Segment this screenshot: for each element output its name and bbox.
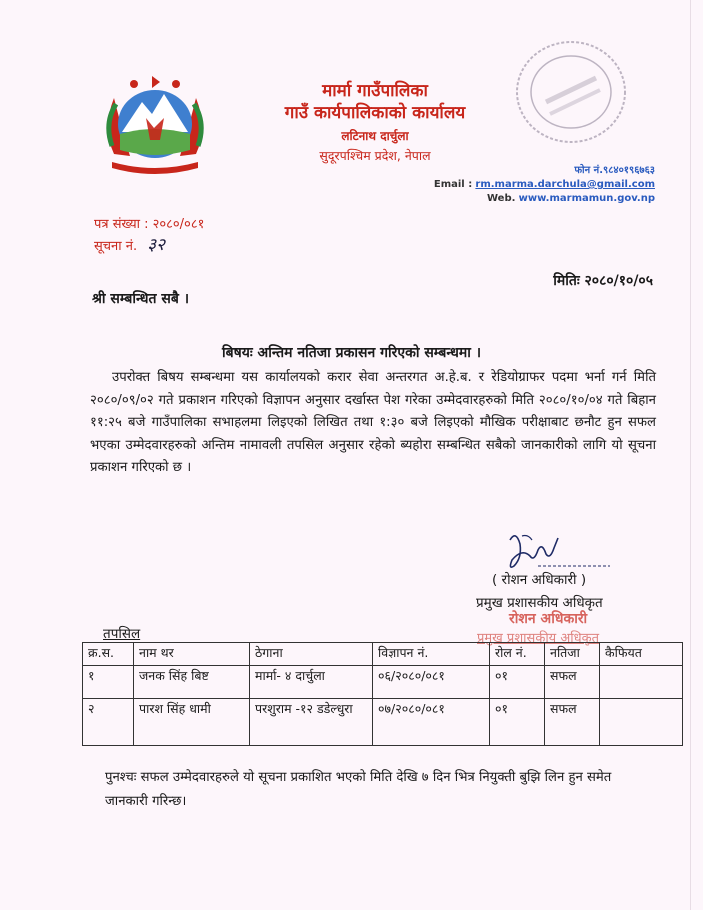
table-caption: तपसिल — [103, 626, 141, 642]
notice-date: मितिः २०८०/१०/०५ — [553, 273, 653, 289]
office-header — [250, 80, 500, 166]
office-seal-stamp — [512, 38, 630, 146]
table-row — [83, 699, 683, 746]
web-label: Web. — [486, 193, 516, 204]
table-cell: सफल — [545, 699, 600, 746]
email-link[interactable]: rm.marma.darchula@gmail.com — [475, 179, 655, 190]
municipality-name: मार्मा गाउँपालिका — [322, 81, 428, 101]
header-cell: कैफियत — [600, 643, 683, 666]
office-place: लटिनाथ दार्चुला — [341, 129, 409, 143]
table-cell: ०७/२०८०/०८१ — [373, 699, 490, 746]
header-cell: रोल नं. — [490, 643, 545, 666]
notice-number-label: सूचना नं. — [94, 239, 138, 254]
subject-line: बिषयः अन्तिम नतिजा प्रकासन गरिएको सम्बन्धमा । — [221, 345, 481, 361]
phone-number: फोन नं.९८४०१९६७६३ — [574, 165, 655, 176]
office-province: सुदूरपश्चिम प्रदेश, नेपाल — [319, 148, 431, 163]
table-cell: ०१ — [490, 666, 545, 699]
table-row — [83, 666, 683, 699]
table-cell — [600, 666, 683, 699]
table-cell: परशुराम -१२ डडेल्धुरा — [250, 699, 373, 746]
signatory-name: ( रोशन अधिकारी ) — [492, 572, 587, 588]
addressee: श्री सम्बन्धित सबै । — [92, 291, 190, 307]
table-cell: २ — [83, 699, 134, 746]
table-cell: ०१ — [490, 699, 545, 746]
reference-block — [94, 215, 204, 257]
table-header-row — [83, 643, 683, 666]
table-cell: ०६/२०८०/०८१ — [373, 666, 490, 699]
notice-number: ३२ — [147, 235, 165, 255]
table-cell: जनक सिंह बिष्ट — [134, 666, 250, 699]
table-cell: १ — [83, 666, 134, 699]
header-cell: नाम थर — [134, 643, 250, 666]
nepal-emblem-icon — [94, 68, 216, 180]
email-label: Email : — [433, 179, 473, 190]
stamp-name: रोशन अधिकारी — [509, 611, 588, 627]
contact-block — [434, 164, 655, 206]
table-cell: सफल — [545, 666, 600, 699]
office-title: गाउँ कार्यपालिकाको कार्यालय — [284, 103, 466, 123]
table-cell: मार्मा- ४ दार्चुला — [250, 666, 373, 699]
notice-body: उपरोक्त बिषय सम्बन्धमा यस कार्यालयको करार सेवा अन्तरगत अ.हे.ब. र रेडियोग्राफर पदमा भर्ना गर्न मिति २०८०/०९/०२ गते प्रकाशन गरिएको विज्ञापन अनुसार दर्खास्त पेश गरेका उम्मेदवारहरुको मिति २०८०/१०/०४ गते बिहान ११:२५ बजे गाउँपालिका सभाहलमा लिइएको लिखित तथा १:३० बजे लिइएको मौखिक परीक्षाबाट छनौट हुन सफल भएका उम्मेदवारहरुको अन्तिम नामावली तपसिल अनुसार रहेको ब्यहोरा सम्बन्धित सबैको जानकारीको लागि यो सूचना प्रकाशन गरिएको छ । — [90, 370, 656, 475]
header-cell: क्र.स. — [83, 643, 134, 666]
website-link[interactable]: www.marmamun.gov.np — [518, 193, 655, 204]
header-cell: नतिजा — [545, 643, 600, 666]
postscript-note: पुनश्चः सफल उम्मेदवारहरुले यो सूचना प्रकाशित भएको मिति देखि ७ दिन भित्र नियुक्ती बुझि लिन हुन समेत जानकारी गरिन्छ। — [105, 770, 612, 809]
table-cell — [600, 699, 683, 746]
page-edge — [690, 0, 691, 910]
stamp-title: प्रमुख प्रशासकीय अधिकृत — [477, 631, 600, 646]
results-table — [82, 642, 683, 746]
header-cell: विज्ञापन नं. — [373, 643, 490, 666]
letter-number: पत्र संख्या : २०८०/०८१ — [94, 217, 205, 232]
header-cell: ठेगाना — [250, 643, 373, 666]
signatory-title: प्रमुख प्रशासकीय अधिकृत — [476, 595, 603, 611]
handwritten-signature — [492, 526, 612, 574]
table-cell: पारश सिंह धामी — [134, 699, 250, 746]
